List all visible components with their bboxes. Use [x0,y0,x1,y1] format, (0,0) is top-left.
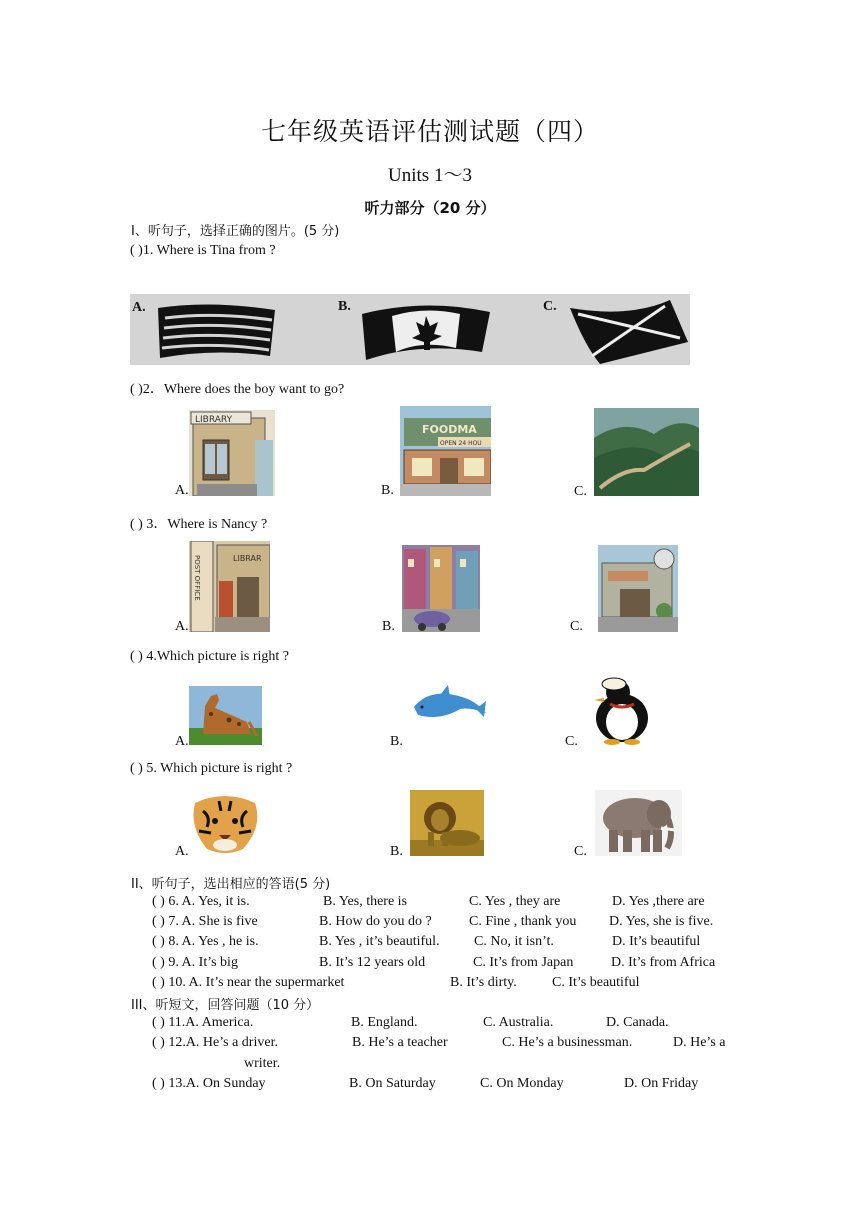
q9-option-b: B. It’s 12 years old [319,955,426,970]
q6-option-d: D. Yes ,there are [612,894,705,909]
q11-option-d: D. Canada. [606,1015,669,1030]
q7-option-b: B. How do you do ? [319,914,432,929]
page-title: 七年级英语评估测试题（四） [260,117,599,146]
svg-text:LIBRARY: LIBRARY [195,415,233,425]
q9-option-c: C. It’s from Japan [473,955,574,970]
q11-option-b: B. England. [351,1015,418,1030]
q10-option-b: B. It’s dirty. [450,975,517,990]
q9-option-a: ( ) 9. A. It’s big [152,955,238,970]
q10-option-a: ( ) 10. A. It’s near the supermarket [152,975,345,990]
penguin-picture [588,676,656,746]
svg-text:OPEN 24 HOU: OPEN 24 HOU [440,440,482,447]
post-office-picture [189,541,270,632]
q9-option-d: D. It’s from Africa [611,955,716,970]
question-2: ( )2．Where does the boy want to go? [130,382,345,397]
giraffe-picture [189,686,262,745]
q10-option-c: C. It’s beautiful [552,975,640,990]
q12-option-d-continued: writer. [244,1056,281,1071]
page-subtitle: Units 1～3 [388,165,472,186]
flags-image [130,294,690,365]
q5-label-a: A. [175,844,189,859]
q3-label-c: C. [570,619,583,634]
q6-option-b: B. Yes, there is [323,894,408,909]
library-picture [189,410,275,496]
building-picture [598,545,678,632]
q4-label-b: B. [390,734,403,749]
flag-label-b: B. [338,299,351,314]
q2-label-c: C. [574,484,587,499]
question-3: ( ) 3．Where is Nancy ? [130,517,268,532]
q7-option-a: ( ) 7. A. She is five [152,914,258,929]
q12-option-c: C. He’s a businessman. [502,1035,633,1050]
q5-label-c: C. [574,844,587,859]
listening-header: 听力部分（20 分） [364,199,496,217]
great-wall-picture [594,408,699,496]
part2-heading: II、听句子，选出相应的答语(5 分) [131,877,331,892]
flag-label-c: C. [543,299,557,314]
q11-option-c: C. Australia. [483,1015,554,1030]
q12-option-b: B. He’s a teacher [352,1035,448,1050]
q12-option-a: ( ) 12.A. He’s a driver. [152,1035,278,1050]
q13-option-b: B. On Saturday [349,1076,436,1091]
q13-option-d: D. On Friday [624,1076,699,1091]
food-market-picture [400,406,491,496]
q12-option-d: D. He’s a [673,1035,726,1050]
svg-text:FOODMA: FOODMA [422,423,477,436]
q7-option-d: D. Yes, she is five. [609,914,714,929]
q3-label-a: A. [175,619,189,634]
q11-option-a: ( ) 11.A. America. [152,1015,254,1030]
lion-picture [410,790,484,856]
question-5: ( ) 5. Which picture is right ? [130,761,293,776]
elephant-picture [595,790,682,856]
svg-text:POST OFFICE: POST OFFICE [193,555,201,601]
street-picture [402,545,480,632]
q3-label-b: B. [382,619,395,634]
q13-option-c: C. On Monday [480,1076,564,1091]
q8-option-a: ( ) 8. A. Yes , he is. [152,934,259,949]
q8-option-d: D. It’s beautiful [612,934,701,949]
q4-label-a: A. [175,734,189,749]
q6-option-c: C. Yes , they are [469,894,561,909]
q8-option-b: B. Yes , it’s beautiful. [319,934,440,949]
q6-option-a: ( ) 6. A. Yes, it is. [152,894,250,909]
q8-option-c: C. No, it isn’t. [474,934,554,949]
q7-option-c: C. Fine , thank you [469,914,577,929]
tiger-picture [189,793,262,856]
question-1: ( )1. Where is Tina from ? [130,243,276,258]
usa-flag-icon [158,304,275,358]
q2-label-a: A. [175,483,189,498]
part1-heading: Ⅰ、听句子，选择正确的图片。(5 分) [131,224,340,239]
part3-heading: III、听短文，回答问题（10 分） [131,998,320,1013]
question-4: ( ) 4.Which picture is right ? [130,649,290,664]
svg-text:LIBRAR: LIBRAR [233,554,262,563]
q2-label-b: B. [381,483,394,498]
flag-label-a: A. [132,300,146,315]
q13-option-a: ( ) 13.A. On Sunday [152,1076,266,1091]
q4-label-c: C. [565,734,578,749]
dolphin-picture [410,683,487,728]
q5-label-b: B. [390,844,403,859]
